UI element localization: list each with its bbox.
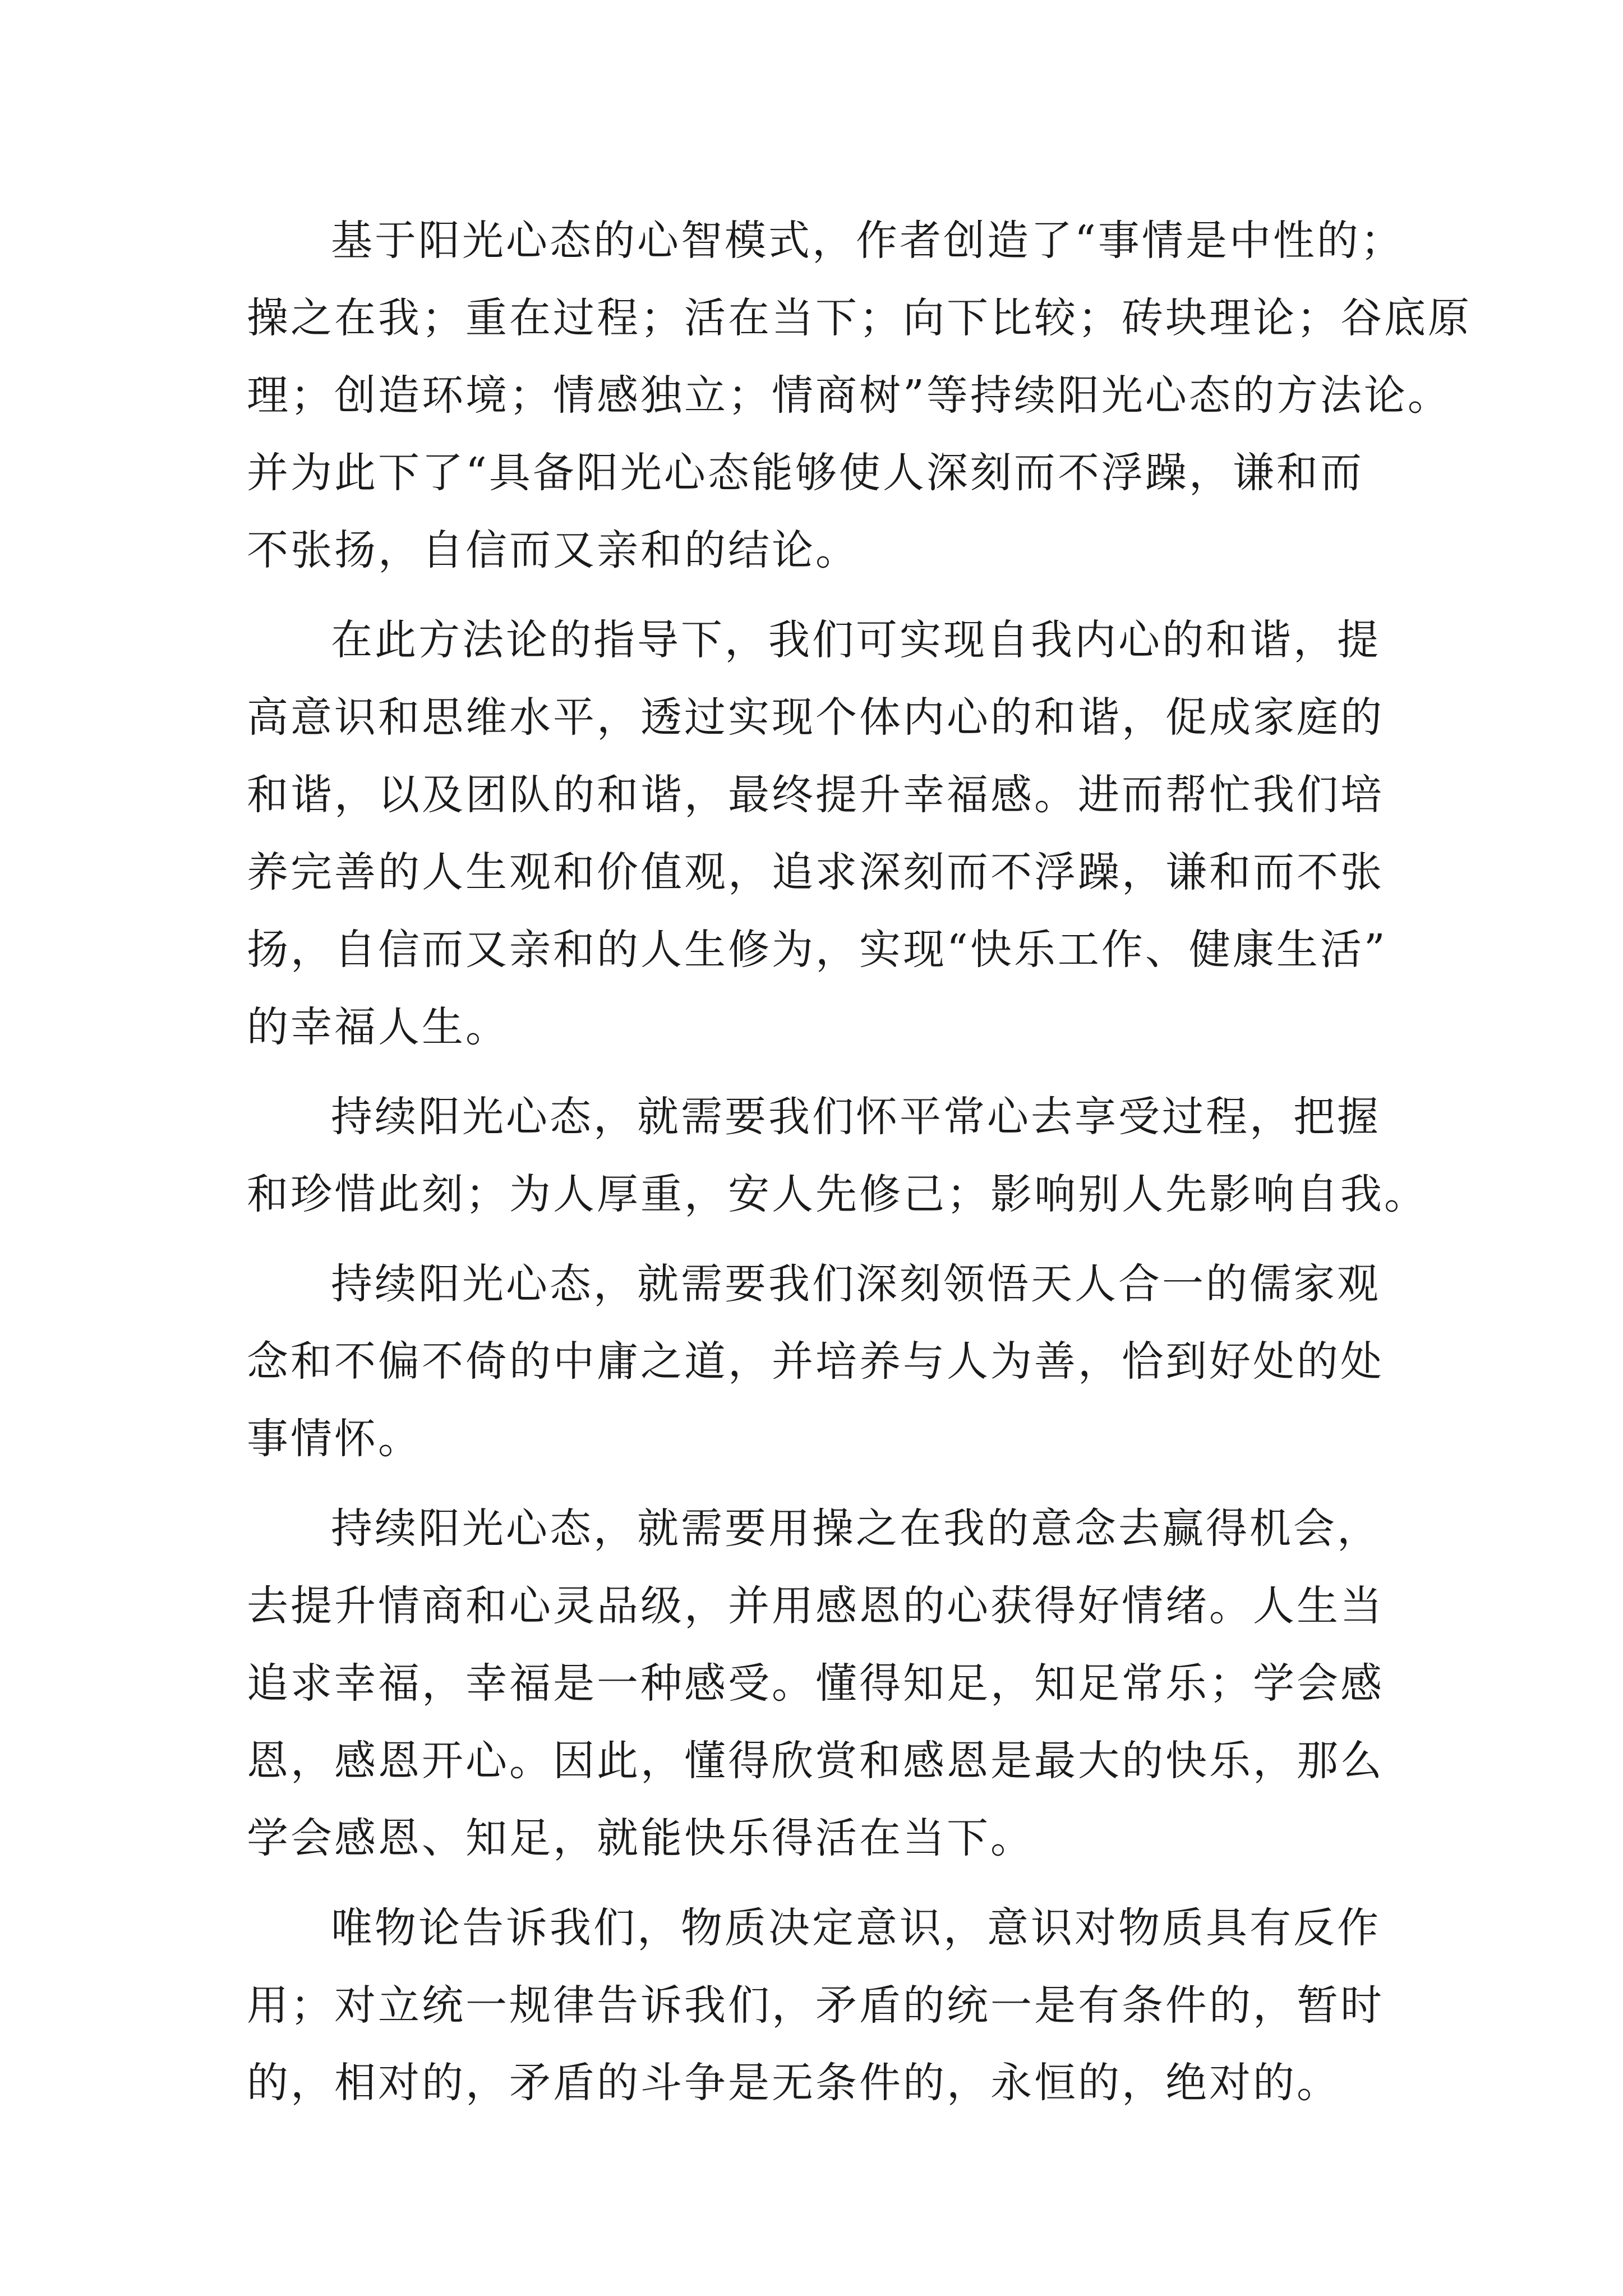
paragraph-2 bbox=[247, 601, 1413, 1066]
text-line: 的幸福人生。 bbox=[247, 1003, 509, 1051]
text-line: 在此方法论的指导下，我们可实现自我内心的和谐，提 bbox=[331, 616, 1381, 664]
text-line: 和谐，以及团队的和谐，最终提升幸福感。进而帮忙我们培 bbox=[247, 771, 1384, 819]
paragraph-gap bbox=[247, 1066, 1413, 1078]
paragraph-gap bbox=[247, 1478, 1413, 1490]
text-line: 理；创造环境；情感独立；情商树”等持续阳光心态的方法论。 bbox=[247, 371, 1451, 420]
document-body bbox=[247, 202, 1472, 2122]
text-line: 和珍惜此刻；为人厚重，安人先修己；影响别人先影响自我。 bbox=[247, 1170, 1428, 1218]
text-line: 恩，感恩开心。因此，懂得欣赏和感恩是最大的快乐，那么 bbox=[247, 1737, 1384, 1785]
text-line: 念和不偏不倚的中庸之道，并培养与人为善，恰到好处的处 bbox=[247, 1337, 1384, 1386]
paragraph-6 bbox=[247, 1889, 1413, 2122]
text-line: 扬，自信而又亲和的人生修为，实现“快乐工作、健康生活” bbox=[247, 926, 1387, 974]
paragraph-4 bbox=[247, 1245, 1413, 1478]
text-line: 养完善的人生观和价值观，追求深刻而不浮躁，谦和而不张 bbox=[247, 848, 1384, 896]
paragraph-gap bbox=[247, 1877, 1413, 1889]
text-line: 持续阳光心态，就需要我们怀平常心去享受过程，把握 bbox=[331, 1093, 1381, 1141]
text-line: 去提升情商和心灵品级，并用感恩的心获得好情绪。人生当 bbox=[247, 1582, 1384, 1630]
text-line: 持续阳光心态，就需要我们深刻领悟天人合一的儒家观 bbox=[331, 1260, 1381, 1308]
paragraph-gap bbox=[247, 1233, 1413, 1245]
text-line: 操之在我；重在过程；活在当下；向下比较；砖块理论；谷底原 bbox=[247, 294, 1472, 342]
paragraph-3 bbox=[247, 1078, 1428, 1233]
text-line: 用；对立统一规律告诉我们，矛盾的统一是有条件的，暂时 bbox=[247, 1981, 1384, 2030]
text-line: 唯物论告诉我们，物质决定意识，意识对物质具有反作 bbox=[331, 1904, 1381, 1952]
text-line: 事情怀。 bbox=[247, 1415, 422, 1463]
text-line: 追求幸福，幸福是一种感受。懂得知足，知足常乐；学会感 bbox=[247, 1659, 1384, 1708]
paragraph-5 bbox=[247, 1490, 1413, 1877]
paragraph-gap bbox=[247, 589, 1413, 601]
paragraph-1 bbox=[247, 202, 1472, 589]
text-line: 基于阳光心态的心智模式，作者创造了“事情是中性的； bbox=[331, 217, 1404, 265]
text-line: 并为此下了“具备阳光心态能够使人深刻而不浮躁，谦和而 bbox=[247, 449, 1364, 497]
text-line: 的，相对的，矛盾的斗争是无条件的，永恒的，绝对的。 bbox=[247, 2059, 1340, 2107]
text-line: 高意识和思维水平，透过实现个体内心的和谐，促成家庭的 bbox=[247, 693, 1384, 742]
text-line: 持续阳光心态，就需要用操之在我的意念去赢得机会， bbox=[331, 1504, 1381, 1553]
text-line: 不张扬，自信而又亲和的结论。 bbox=[247, 526, 859, 574]
text-line: 学会感恩、知足，就能快乐得活在当下。 bbox=[247, 1814, 1034, 1862]
